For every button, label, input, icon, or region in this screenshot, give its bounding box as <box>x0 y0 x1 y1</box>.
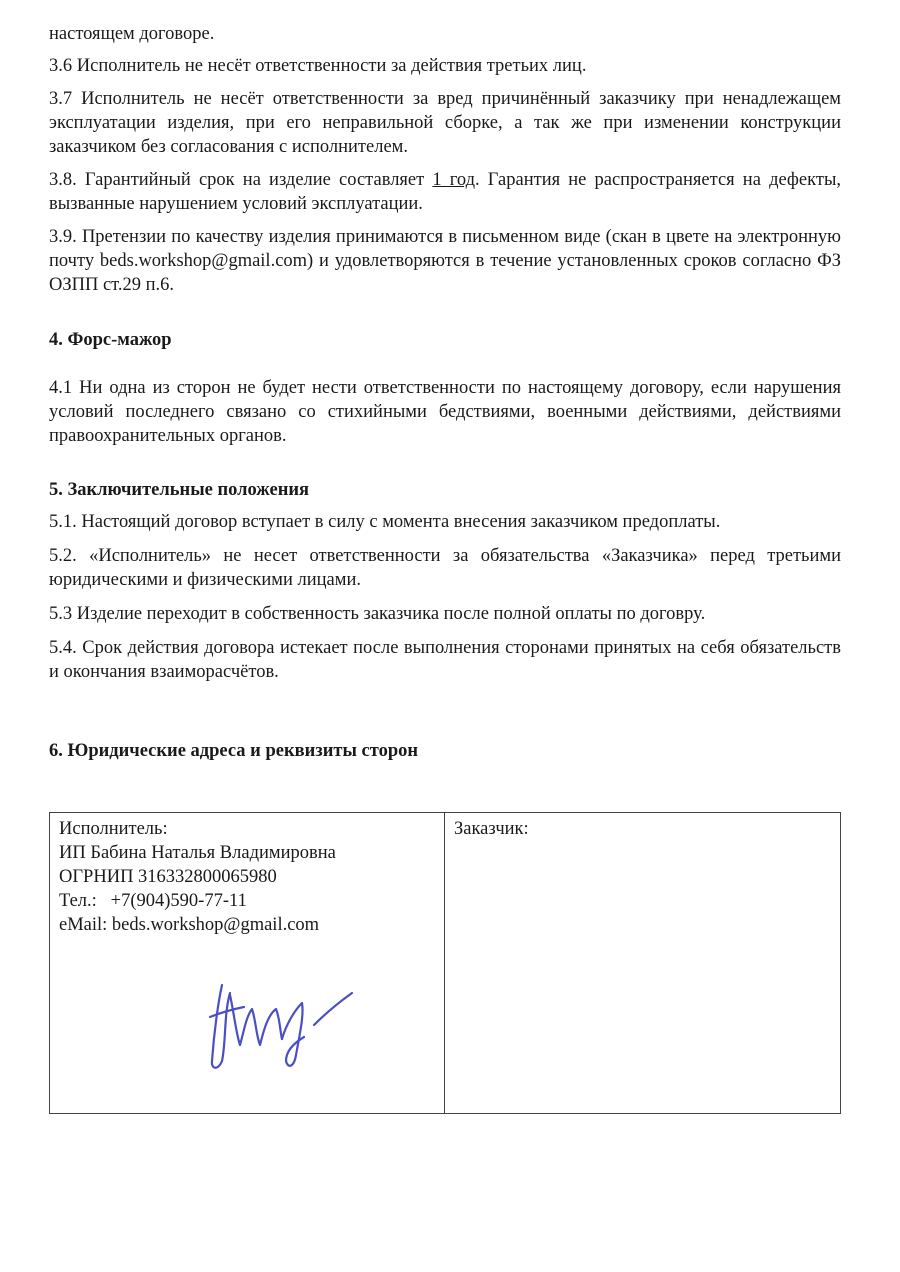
clause-5-3: 5.3 Изделие переходит в собственность заказчика после полной оплаты по договру. <box>49 604 706 624</box>
executor-email: eMail: beds.workshop@gmail.com <box>59 915 320 935</box>
executor-phone: Тел.: +7(904)590-77-11 <box>59 891 247 911</box>
parties-table <box>49 812 841 1114</box>
section-6-heading: 6. Юридические адреса и реквизиты сторон <box>49 741 419 761</box>
document-body <box>49 22 841 763</box>
clause-5-4: 5.4. Срок действия договора истекает после выполнения сторонами принятых на себя обязательств и окончания взаиморасчётов. <box>49 638 841 682</box>
executor-name: ИП Бабина Наталья Владимировна <box>59 843 336 863</box>
clause-4-1: 4.1 Ни одна из сторон не будет нести ответственности по настоящему договору, если нарушения условий последнего связано со стихийными бедствиями, военными действиями, действиями правоохранительных органов. <box>49 378 841 446</box>
executor-cell <box>50 813 445 1113</box>
section-4-heading: 4. Форс-мажор <box>49 330 172 350</box>
clause-3-8 <box>49 168 841 216</box>
clause-5-1: 5.1. Настоящий договор вступает в силу с момента внесения заказчиком предоплаты. <box>49 512 721 532</box>
signature-icon <box>200 973 370 1073</box>
paragraph-continuation: настоящем договоре. <box>49 24 215 44</box>
customer-heading: Заказчик: <box>454 819 529 839</box>
executor-ogrnip: ОГРНИП 316332800065980 <box>59 867 277 887</box>
clause-3-7: 3.7 Исполнитель не несёт ответственности за вред причинённый заказчику при ненадлежащем эксплуатации изделия, при его неправильной сборке, а так же при изменении конструкции заказчиком без согласования с исполнителем. <box>49 89 841 157</box>
clause-3-9: 3.9. Претензии по качеству изделия принимаются в письменном виде (скан в цвете на электронную почту beds.workshop@gmail.com) и удовлетворяются в течение установленных сроков согласно ФЗ ОЗПП ст.29 п.6. <box>49 227 841 295</box>
customer-cell <box>445 813 840 1113</box>
clause-5-2: 5.2. «Исполнитель» не несет ответственности за обязательства «Заказчика» перед третьими юридическими и физическими лицами. <box>49 546 841 590</box>
warranty-term: 1 год <box>432 170 476 190</box>
clause-3-8-text-b: . Гарантия не распространяется на дефекты, вызванные нарушением условий эксплуатации. <box>49 170 841 214</box>
executor-heading: Исполнитель: <box>59 819 168 839</box>
clause-3-8-text-a: 3.8. Гарантийный срок на изделие составляет <box>49 170 433 190</box>
section-5-heading: 5. Заключительные положения <box>49 480 310 500</box>
clause-3-6: 3.6 Исполнитель не несёт ответственности за действия третьих лиц. <box>49 56 587 76</box>
